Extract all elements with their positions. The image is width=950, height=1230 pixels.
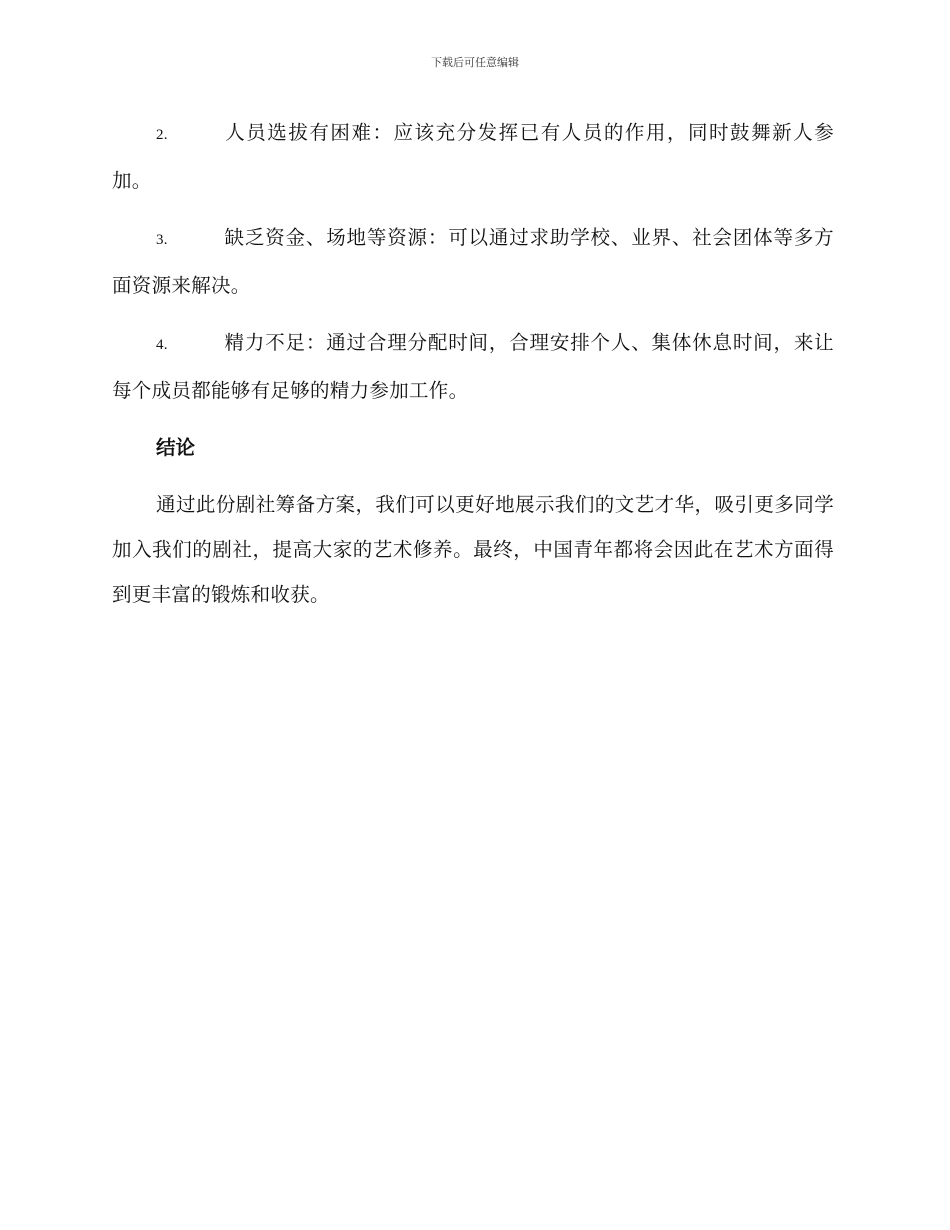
item-number: 3. [156, 232, 168, 248]
section-heading: 结论 [156, 436, 196, 459]
item-number: 2. [156, 127, 168, 143]
item-text: 缺乏资金、场地等资源：可以通过求助学校、业界、社会团体等多方面资源来解决。 [112, 226, 834, 297]
list-item [112, 110, 834, 203]
conclusion-paragraph: 通过此份剧社筹备方案，我们可以更好地展示我们的文艺才华，吸引更多同学加入我们的剧社，提高大家的艺术修养。最终，中国青年都将会因此在艺术方面得到更丰富的锻炼和收获。 [112, 493, 834, 606]
item-text: 人员选拔有困难：应该充分发挥已有人员的作用，同时鼓舞新人参加。 [112, 121, 834, 192]
document-body [112, 110, 834, 629]
list-item [112, 215, 834, 308]
item-text: 精力不足：通过合理分配时间，合理安排个人、集体休息时间，来让每个成员都能够有足够的精力参加工作。 [112, 331, 834, 402]
item-number: 4. [156, 337, 168, 353]
list-item [112, 320, 834, 413]
page-header-note: 下载后可任意编辑 [431, 56, 519, 69]
